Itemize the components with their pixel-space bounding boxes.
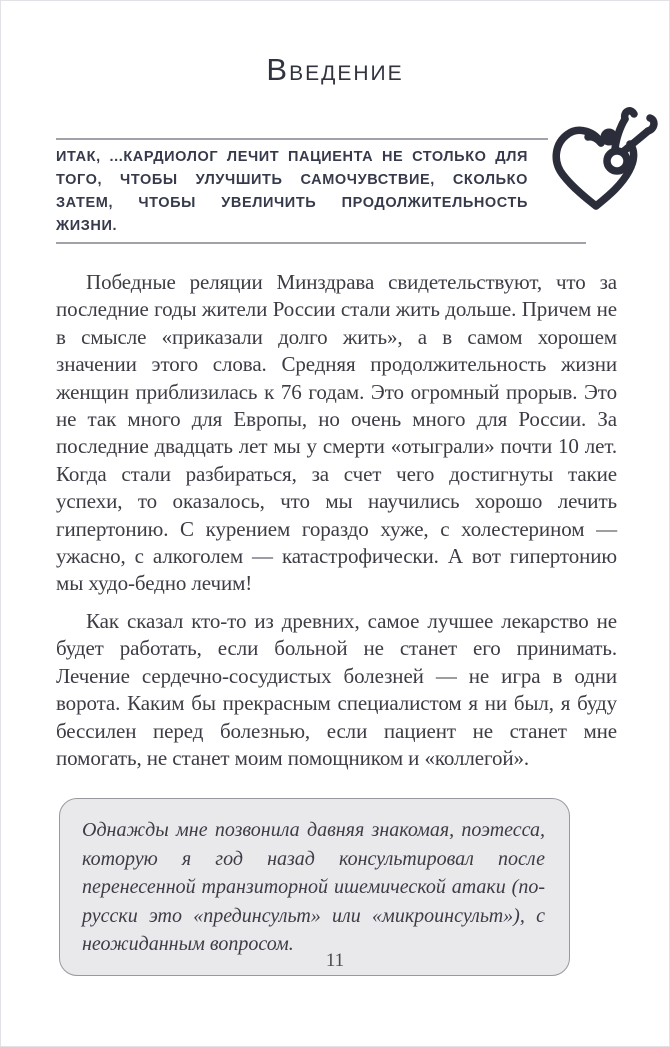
page-number: 11 [325, 950, 345, 971]
heart-stethoscope-icon [551, 106, 663, 218]
body-text [56, 269, 617, 772]
quote-text: Однажды мне позвонила давняя знакомая, поэтесса, которую я год назад консультировал после перенесенной транзиторной ишемической атаки (по-русски это «прединсульт» или «микроинсульт»), с неожиданным вопросом. [82, 819, 545, 956]
paragraph: Победные реляции Минздрава свидетельствуют, что за последние годы жители России стали жить дольше. Причем не в смысле «приказали долго жить», а в самом хорошем значении этого слова. Средняя продолжительность жизни женщин приблизилась к 76 годам. Это огромный прорыв. Это не так много для Европы, но очень много для России. За последние двадцать лет мы у смерти «отыграли» почти 10 лет. Когда стали разбираться, за счет чего достигнуты такие успехи, то оказалось, что мы научились хорошо лечить гипертонию. С курением гораздо хуже, с холестерином — ужасно, с алкоголем — катастрофически. А вот гипертонию мы худо-бедно лечим! [56, 270, 617, 596]
epigraph-bottom-rule [56, 242, 586, 244]
epigraph [56, 138, 586, 244]
paragraph: Как сказал кто-то из древних, самое лучшее лекарство не будет работать, если больной не станет его принимать. Лечение сердечно-сосудистых болезней — не игра в одни ворота. Каким бы прекрасным специалистом я ни был, я буду бессилен перед болезнью, если пациент не станет мне помогать, не станет моим помощником и «коллегой». [56, 608, 617, 770]
epigraph-text: ИТАК, ...КАРДИОЛОГ ЛЕЧИТ ПАЦИЕНТА НЕ СТОЛЬКО ДЛЯ ТОГО, ЧТОБЫ УЛУЧШИТЬ САМОЧУВСТВИЕ, СКОЛЬКО ЗАТЕМ, ЧТОБЫ УВЕЛИЧИТЬ ПРОДОЛЖИТЕЛЬНОСТЬ ЖИЗНИ. [56, 149, 528, 234]
chapter-title: ВВЕДЕНИЕ [266, 52, 404, 87]
